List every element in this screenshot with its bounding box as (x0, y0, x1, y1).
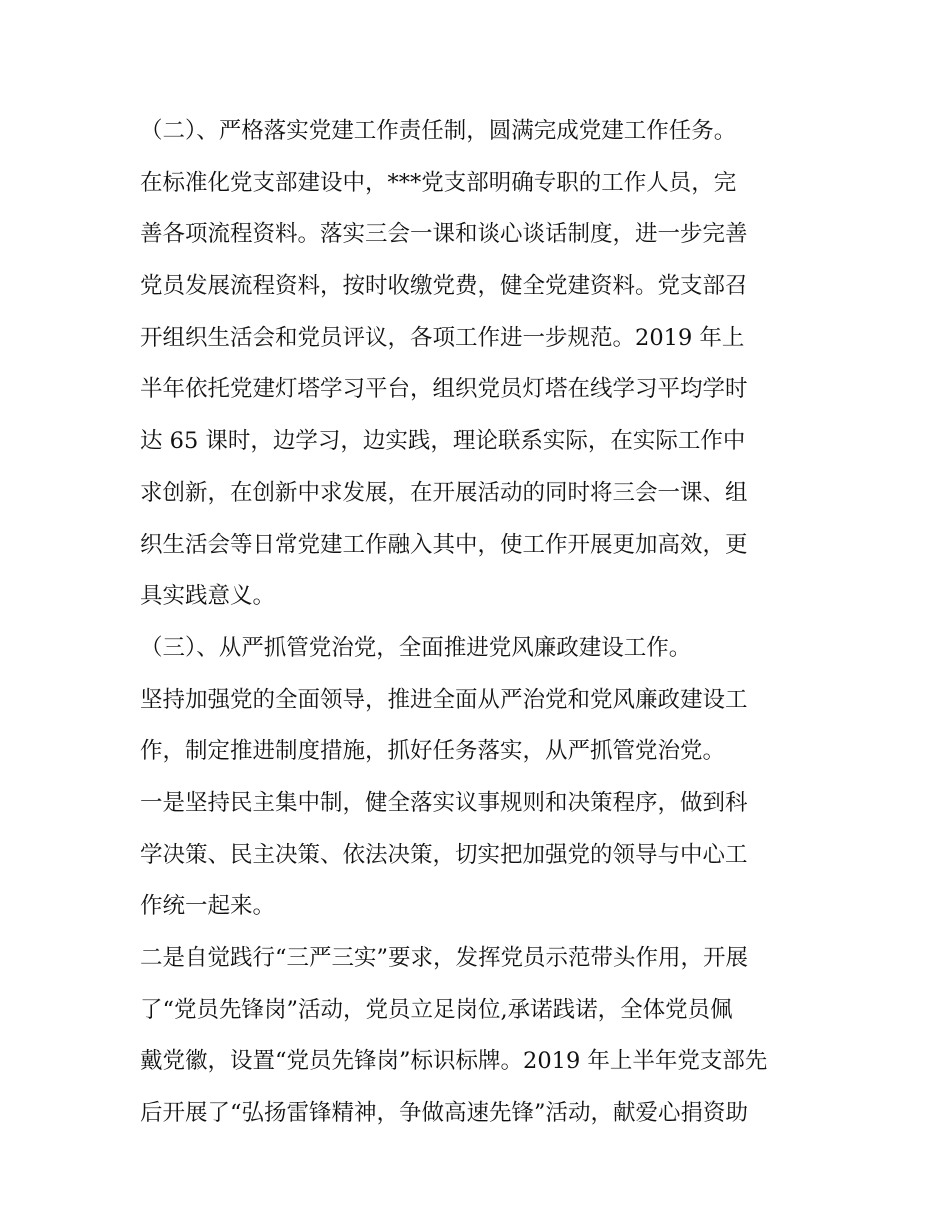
text-line: 半年依托党建灯塔学习平台，组织党员灯塔在线学习平均学时 (140, 376, 748, 403)
text-line: 在标准化党支部建设中，***党支部明确专职的工作人员，完 (140, 169, 737, 196)
text-line: 开组织生活会和党员评议，各项工作进一步规范。2019 年上 (140, 324, 745, 351)
text-line: 一是坚持民主集中制，健全落实议事规则和决策程序，做到科 (140, 789, 748, 816)
text-line: 具实践意义。 (140, 583, 276, 610)
section-heading-2: （二）、严格落实党建工作责任制，圆满完成党建工作任务。 (140, 118, 737, 144)
text-line: 戴党徽，设置“党员先锋岗”标识标牌。2019 年上半年党支部先 (140, 1048, 768, 1075)
text-line: 学决策、民主决策、依法决策，切实把加强党的领导与中心工 (140, 841, 748, 868)
text-line: 善各项流程资料。落实三会一课和谈心谈话制度，进一步完善 (140, 221, 748, 248)
text-line: 达 65 课时，边学习，边实践，理论联系实际，在实际工作中 (140, 428, 746, 455)
text-line: 坚持加强党的全面领导，推进全面从严治党和党风廉政建设工 (140, 686, 748, 713)
text-line: 了“党员先锋岗”活动，党员立足岗位,承诺践诺，全体党员佩 (140, 996, 733, 1023)
text-line: 作统一起来。 (140, 893, 276, 920)
text-line: 二是自觉践行“三严三实”要求，发挥党员示范带头作用，开展 (140, 945, 749, 971)
text-line: 求创新，在创新中求发展，在开展活动的同时将三会一课、组 (140, 479, 748, 506)
text-line: 党员发展流程资料，按时收缴党费，健全党建资料。党支部召 (140, 273, 748, 300)
text-line: 作，制定推进制度措施，抓好任务落实，从严抓管党治党。 (140, 738, 726, 765)
section-heading-3: （三）、从严抓管党治党，全面推进党风廉政建设工作。 (140, 634, 692, 661)
body-text (140, 106, 820, 1140)
text-line: 织生活会等日常党建工作融入其中，使工作开展更加高效，更 (140, 531, 748, 558)
text-line: 后开展了“弘扬雷锋精神，争做高速先锋”活动，献爱心捐资助 (140, 1100, 749, 1127)
